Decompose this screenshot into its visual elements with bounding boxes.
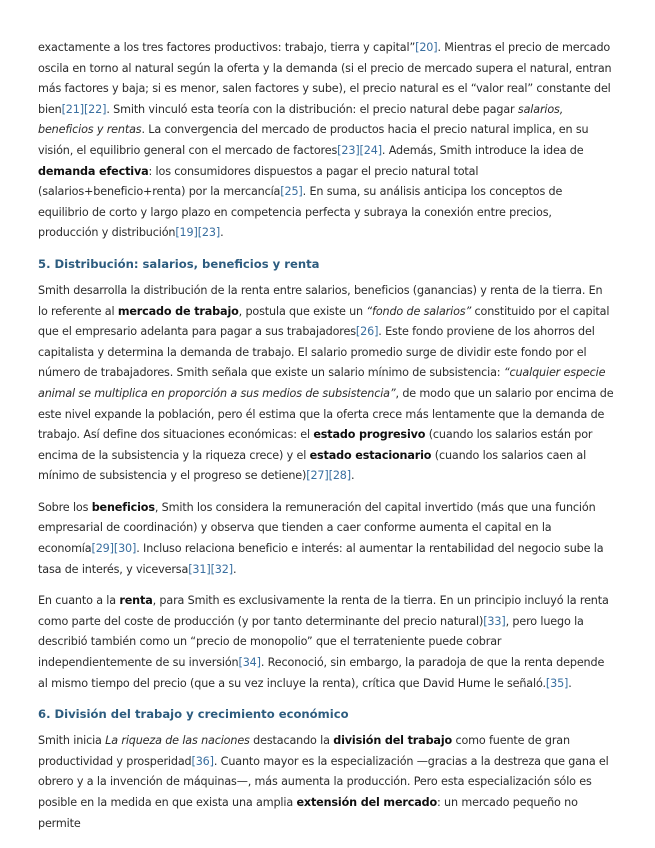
citation-link[interactable]: [32]: [210, 562, 233, 576]
citation-link[interactable]: [20]: [415, 41, 438, 54]
text-run: Smith desarrolla la distribución de la renta entre salarios, beneficios (ganancias) y renta de la tierra. En lo referente al: [38, 283, 603, 318]
citation-link[interactable]: [26]: [355, 325, 379, 339]
text-run: Sobre los: [38, 500, 92, 514]
text-run: . Este fondo proviene de los ahorros del capitalista y determina la demanda de trabajo. El salario promedio surge de dividir este fondo por el número de trabajadores. Smith señala que existe un salario mínimo de subsistencia:: [38, 325, 595, 380]
text-run: , Smith los considera la remuneración del capital invertido (más que una función empresarial de coordinación) y observa que tienden a caer conforme aumenta el capital en la economía: [38, 500, 596, 556]
text-run: . Reconoció, sin embargo, la paradoja de que la renta depende al mismo tiempo del precio (que a su vez incluye la renta), crítica que David Hume le señaló.: [38, 656, 605, 690]
citation-link[interactable]: [23]: [337, 143, 360, 157]
bold-term: extensión del mercado: [296, 796, 438, 809]
citation-link[interactable]: [36]: [191, 754, 214, 768]
citation-link[interactable]: [27]: [306, 469, 329, 483]
citation-link[interactable]: [25]: [280, 185, 303, 199]
text-run: .: [232, 562, 237, 576]
text-run: : los consumidores dispuestos a pagar el precio natural total (salarios+beneficio+renta) por la mercancía: [38, 164, 479, 199]
text-run: Smith inicia: [38, 734, 106, 748]
text-run: constituido por el capital que el empresario adelanta para pagar a sus trabajadores: [38, 304, 610, 339]
text-run: . Cuanto mayor es la especialización —gracias a la destreza que gana el obrero y a la invención de máquinas—, más aumenta la producción. Pero esta especialización sólo es posible en la medida en que exista una amplia: [38, 754, 609, 809]
text-run: , de modo que un salario por encima de este nivel expande la población, pero él estima que la oferta crece más lentamente que la demanda de trabajo. Así define dos situaciones económicas: el: [38, 386, 614, 442]
text-run: . Además, Smith introduce la idea de: [381, 143, 584, 157]
section-heading: 5. Distribución: salarios, beneficios y renta: [38, 256, 320, 271]
italic-text: “fondo de salarios”: [366, 304, 472, 318]
citation-link[interactable]: [21]: [61, 102, 84, 116]
citation-link[interactable]: [22]: [83, 102, 107, 116]
italic-text: “cualquier especie animal se multiplica en proporción a sus medios de subsistencia”: [38, 366, 606, 400]
text-run: , para Smith es exclusivamente la renta de la tierra. En un principio incluyó la renta como parte del coste de producción (y por tanto determinante del precio natural): [38, 594, 609, 628]
bold-term: división del trabajo: [333, 734, 453, 748]
text-run: : un mercado pequeño no permite: [38, 796, 578, 830]
italic-text: La riqueza de las naciones: [105, 734, 250, 748]
citation-link[interactable]: [19]: [175, 226, 198, 240]
bold-term: beneficios: [91, 500, 155, 514]
italic-text: salarios, beneficios y rentas: [38, 102, 564, 137]
text-run: (cuando los salarios caen al mínimo de subsistencia y el progreso se detiene): [38, 448, 587, 483]
citation-link[interactable]: [30]: [113, 542, 137, 556]
citation-link[interactable]: [33]: [483, 614, 506, 628]
citation-link[interactable]: [23]: [197, 226, 221, 240]
citation-link[interactable]: [34]: [238, 656, 261, 670]
bold-term: estado estacionario: [309, 448, 432, 462]
citation-link[interactable]: [29]: [91, 542, 114, 556]
text-run: .: [220, 226, 224, 240]
text-run: . La convergencia del mercado de productos hacia el precio natural implica, en su visión, el equilibrio general con el mercado de factores: [38, 123, 589, 157]
bold-term: mercado de trabajo: [117, 304, 239, 318]
text-run: En cuanto a la: [38, 594, 120, 608]
citation-link[interactable]: [28]: [328, 469, 351, 483]
text-run: como fuente de gran productividad y prosperidad: [38, 734, 570, 768]
citation-link[interactable]: [35]: [545, 676, 569, 690]
bold-term: estado progresivo: [313, 428, 426, 442]
text-run: .: [568, 676, 572, 690]
text-run: (cuando los salarios están por encima de la subsistencia y la riqueza crece) y el: [38, 428, 593, 462]
paragraph: [38, 281, 615, 487]
text-run: destacando la: [249, 734, 334, 748]
bold-term: demanda efectiva: [38, 164, 149, 178]
citation-link[interactable]: [24]: [359, 143, 382, 157]
text-run: . Smith vinculó esta teoría con la distribución: el precio natural debe pagar: [106, 102, 518, 116]
section-heading: 6. División del trabajo y crecimiento económico: [38, 707, 349, 722]
text-run: , pero luego la describió también como un “precio de monopolio” que el terrateniente puede cobrar independientemente de su inversión: [38, 614, 584, 670]
paragraph: [38, 498, 615, 580]
paragraph: [38, 591, 615, 694]
text-run: . Mientras el precio de mercado oscila en torno al natural según la oferta y la demanda (si el precio de mercado supera el natural, entran más factores y baja; si es menor, salen factores y sube), el precio natural es el “valor real” constante del bien: [38, 41, 612, 116]
text-run: . Incluso relaciona beneficio e interés: al aumentar la rentabilidad del negocio sube la tasa de interés, y viceversa: [38, 542, 604, 576]
bold-term: renta: [119, 594, 153, 608]
text-run: , postula que existe un: [238, 304, 367, 318]
paragraph: [38, 731, 615, 834]
text-run: . En suma, su análisis anticipa los conceptos de equilibrio de corto y largo plazo en competencia perfecta y subraya la conexión entre precios, producción y distribución: [38, 185, 563, 240]
paragraph: [38, 38, 615, 244]
citation-link[interactable]: [31]: [188, 562, 211, 576]
text-run: .: [350, 469, 355, 483]
text-run: exactamente a los tres factores productivos: trabajo, tierra y capital”: [38, 41, 416, 54]
